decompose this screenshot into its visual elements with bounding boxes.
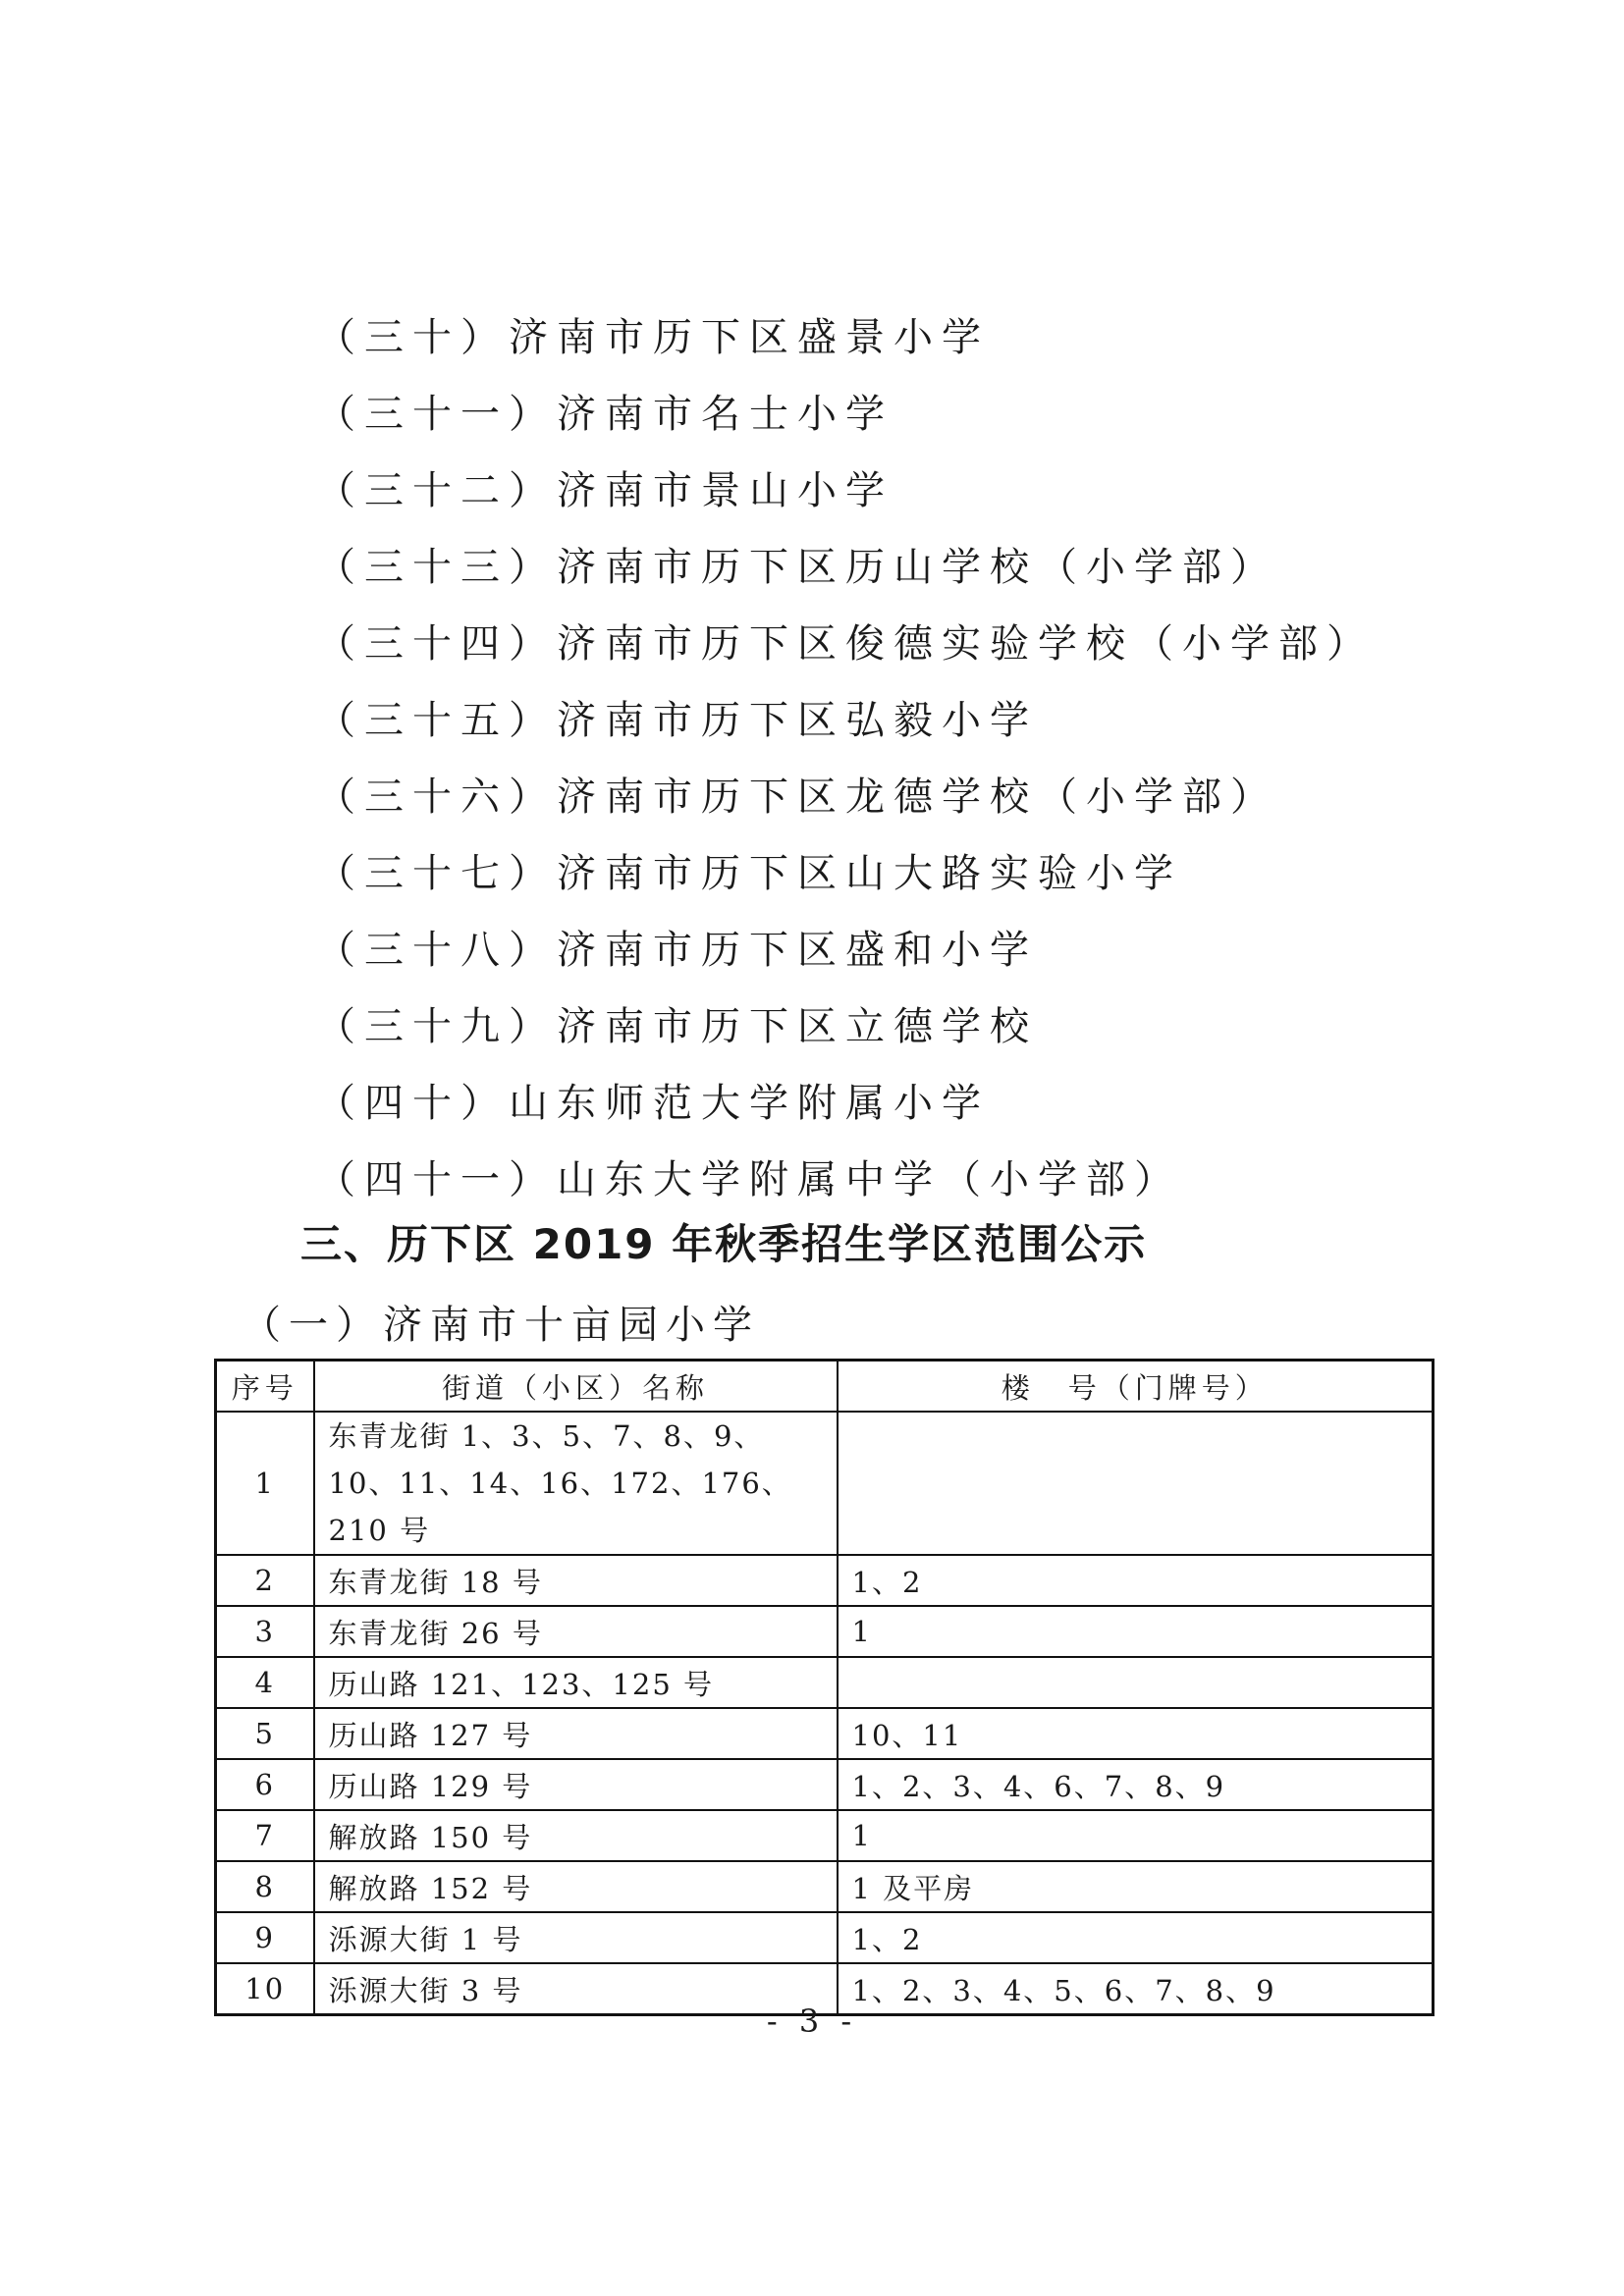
cell-serial-number: 9 — [216, 1912, 314, 1963]
cell-serial-number: 7 — [216, 1810, 314, 1861]
school-list-item: （三十五）济南市历下区弘毅小学 — [316, 698, 1038, 743]
school-list-item: （三十三）济南市历下区历山学校（小学部） — [316, 545, 1278, 590]
cell-street-name: 历山路 127 号 — [314, 1708, 838, 1759]
page-number: - 3 - — [766, 2002, 858, 2040]
cell-building-number — [838, 1657, 1434, 1708]
school-list-item: （四十）山东师范大学附属小学 — [316, 1081, 990, 1126]
cell-serial-number: 5 — [216, 1708, 314, 1759]
cell-street-name: 解放路 152 号 — [314, 1861, 838, 1912]
cell-serial-number: 2 — [216, 1555, 314, 1606]
header-serial-number: 序号 — [216, 1361, 314, 1413]
school-list-item: （三十六）济南市历下区龙德学校（小学部） — [316, 774, 1278, 820]
school-list — [316, 299, 1375, 1218]
school-list-item: （三十八）济南市历下区盛和小学 — [316, 928, 1038, 973]
table-row — [216, 1606, 1434, 1657]
cell-building-number: 1、2 — [838, 1555, 1434, 1606]
cell-building-number — [838, 1412, 1434, 1555]
table-row — [216, 1412, 1434, 1555]
school-list-item: （三十）济南市历下区盛景小学 — [316, 315, 990, 360]
school-list-item: （三十一）济南市名士小学 — [316, 392, 893, 437]
cell-building-number: 1 及平房 — [838, 1861, 1434, 1912]
cell-street-name: 泺源大街 1 号 — [314, 1912, 838, 1963]
cell-street-name: 历山路 121、123、125 号 — [314, 1657, 838, 1708]
table-row — [216, 1657, 1434, 1708]
school-list-item: （三十九）济南市历下区立德学校 — [316, 1004, 1038, 1049]
cell-building-number: 10、11 — [838, 1708, 1434, 1759]
cell-street-name: 历山路 129 号 — [314, 1759, 838, 1810]
cell-serial-number: 6 — [216, 1759, 314, 1810]
cell-building-number: 1 — [838, 1606, 1434, 1657]
school-sub-heading: （一）济南市十亩园小学 — [242, 1303, 760, 1348]
header-building-number: 楼 号（门牌号） — [838, 1361, 1434, 1413]
cell-serial-number: 10 — [216, 1963, 314, 2015]
cell-serial-number: 3 — [216, 1606, 314, 1657]
table-row — [216, 1810, 1434, 1861]
table-row — [216, 1555, 1434, 1606]
table-row — [216, 1708, 1434, 1759]
cell-serial-number: 4 — [216, 1657, 314, 1708]
cell-street-name: 东青龙街 1、3、5、7、8、9、10、11、14、16、172、176、210 号 — [314, 1412, 838, 1555]
school-zone-table — [214, 1359, 1435, 2016]
table-row — [216, 1861, 1434, 1912]
cell-building-number: 1、2、3、4、6、7、8、9 — [838, 1759, 1434, 1810]
cell-street-name: 东青龙街 26 号 — [314, 1606, 838, 1657]
cell-street-name: 解放路 150 号 — [314, 1810, 838, 1861]
table-row — [216, 1759, 1434, 1810]
cell-street-name: 东青龙街 18 号 — [314, 1555, 838, 1606]
cell-building-number: 1、2 — [838, 1912, 1434, 1963]
section-heading: 三、历下区 2019 年秋季招生学区范围公示 — [300, 1220, 1148, 1268]
school-list-item: （三十四）济南市历下区俊德实验学校（小学部） — [316, 621, 1375, 667]
cell-serial-number: 8 — [216, 1861, 314, 1912]
school-list-item: （三十七）济南市历下区山大路实验小学 — [316, 851, 1182, 896]
table-row — [216, 1912, 1434, 1963]
table-header-row — [216, 1361, 1434, 1413]
school-list-item: （三十二）济南市景山小学 — [316, 468, 893, 513]
cell-building-number: 1、2、3、4、5、6、7、8、9 — [838, 1963, 1434, 2015]
cell-serial-number: 1 — [216, 1412, 314, 1555]
school-list-item: （四十一）山东大学附属中学（小学部） — [316, 1157, 1182, 1202]
header-street-name: 街道（小区）名称 — [314, 1361, 838, 1413]
cell-street-name: 泺源大街 3 号 — [314, 1963, 838, 2015]
cell-building-number: 1 — [838, 1810, 1434, 1861]
